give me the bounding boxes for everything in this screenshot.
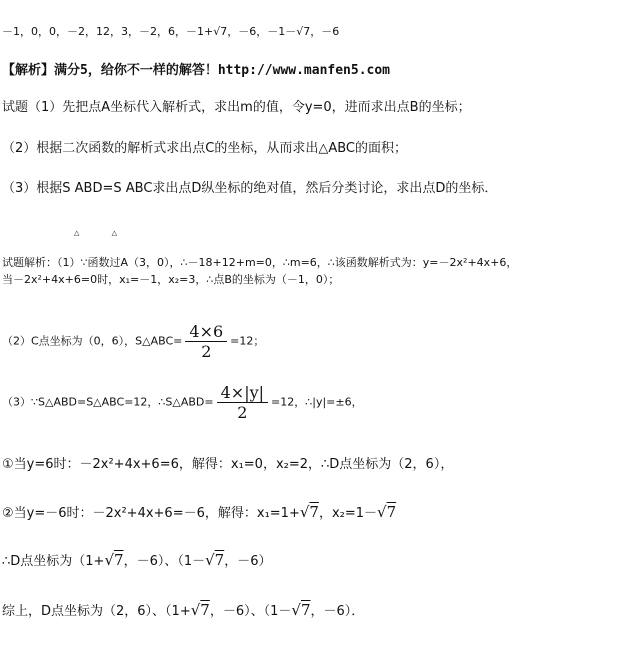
solution-conclusion-mid: ，－6）、（1－ — [209, 604, 292, 619]
solution-line-7-mid: ，－6）、（1－ — [123, 554, 206, 569]
sqrt-radicand: 7 — [200, 601, 210, 619]
solution-line-4-text: （3）∵S△ABD=S△ABC=12，∴S△ABD= — [2, 395, 214, 409]
solution-line-3-text: （2）C点坐标为（0，6），S△ABC= — [2, 334, 183, 348]
solution-line-7 — [2, 552, 272, 570]
sqrt-icon: √ — [190, 601, 201, 619]
solution-line-6 — [2, 504, 396, 522]
solution-line-3-result: =12； — [230, 334, 265, 348]
solution-line-6-mid: ，x₂=1－ — [318, 506, 378, 521]
solution-conclusion — [2, 602, 364, 620]
sqrt-expression — [291, 601, 310, 619]
analysis-paragraph-2: （2）根据二次函数的解析式求出点C的坐标，从而求出△ABC的面积； — [2, 141, 408, 156]
solution-line-3 — [2, 322, 264, 361]
sqrt-icon: √ — [104, 551, 115, 569]
sqrt-icon: √ — [205, 551, 215, 569]
solution-conclusion-end: ，－6）． — [310, 604, 365, 619]
sqrt-radicand: 7 — [114, 551, 124, 569]
sqrt-icon: √ — [299, 503, 310, 521]
fraction-denominator: 2 — [217, 402, 268, 422]
sqrt-expression — [205, 551, 224, 569]
sqrt-radicand: 7 — [386, 503, 397, 521]
sqrt-expression — [104, 551, 123, 569]
sqrt-radicand: 7 — [309, 503, 319, 521]
fraction-area-abc — [185, 322, 227, 361]
solution-conclusion-text: 综上，D点坐标为（2，6）、（1+ — [2, 604, 191, 619]
fraction-area-abd — [217, 383, 268, 422]
sqrt-radicand: 7 — [300, 601, 311, 619]
sqrt-expression — [191, 601, 210, 619]
answer-line: －1，0，0，－2，12，3，－2，6，－1+√7，－6，－1－√7，－6 — [2, 25, 340, 38]
solution-line-7-text: ∴D点坐标为（1+ — [2, 554, 105, 569]
solution-line-7-end: ，－6） — [224, 554, 272, 569]
sqrt-icon: √ — [377, 503, 387, 521]
solution-line-4-result: =12，∴|y|=±6， — [271, 395, 363, 409]
analysis-paragraph-1: 试题（1）先把点A坐标代入解析式，求出m的值，令y=0，进而求出点B的坐标； — [2, 100, 471, 115]
sqrt-expression — [377, 503, 396, 521]
sqrt-expression — [300, 503, 319, 521]
fraction-denominator: 2 — [185, 341, 227, 361]
solution-line-2: 当－2x²+4x+6=0时，x₁=－1，x₂=3，∴点B的坐标为（－1，0）； — [2, 273, 340, 286]
analysis-header: 【解析】满分5，给你不一样的解答！http://www.manfen5.com — [2, 63, 391, 78]
triangle-marks: △ △ — [74, 229, 117, 237]
fraction-numerator: 4×6 — [189, 322, 224, 341]
solution-line-5: ①当y=6时：－2x²+4x+6=6，解得：x₁=0，x₂=2，∴D点坐标为（2，6）， — [2, 457, 454, 472]
solution-line-6-text: ②当y=－6时：－2x²+4x+6=－6，解得：x₁=1+ — [2, 506, 300, 521]
fraction-numerator: 4×|y| — [220, 383, 265, 402]
sqrt-radicand: 7 — [214, 551, 225, 569]
solution-line-4 — [2, 383, 363, 422]
sqrt-icon: √ — [291, 601, 301, 619]
analysis-paragraph-3: （3）根据S ABD=S ABC求出点D纵坐标的绝对值，然后分类讨论，求出点D的坐标． — [2, 181, 498, 196]
solution-line-1: 试题解析：（1）∵函数过A（3，0），∴－18+12+m=0，∴m=6，∴该函数解析式为：y=－2x²+4x+6， — [2, 256, 518, 269]
